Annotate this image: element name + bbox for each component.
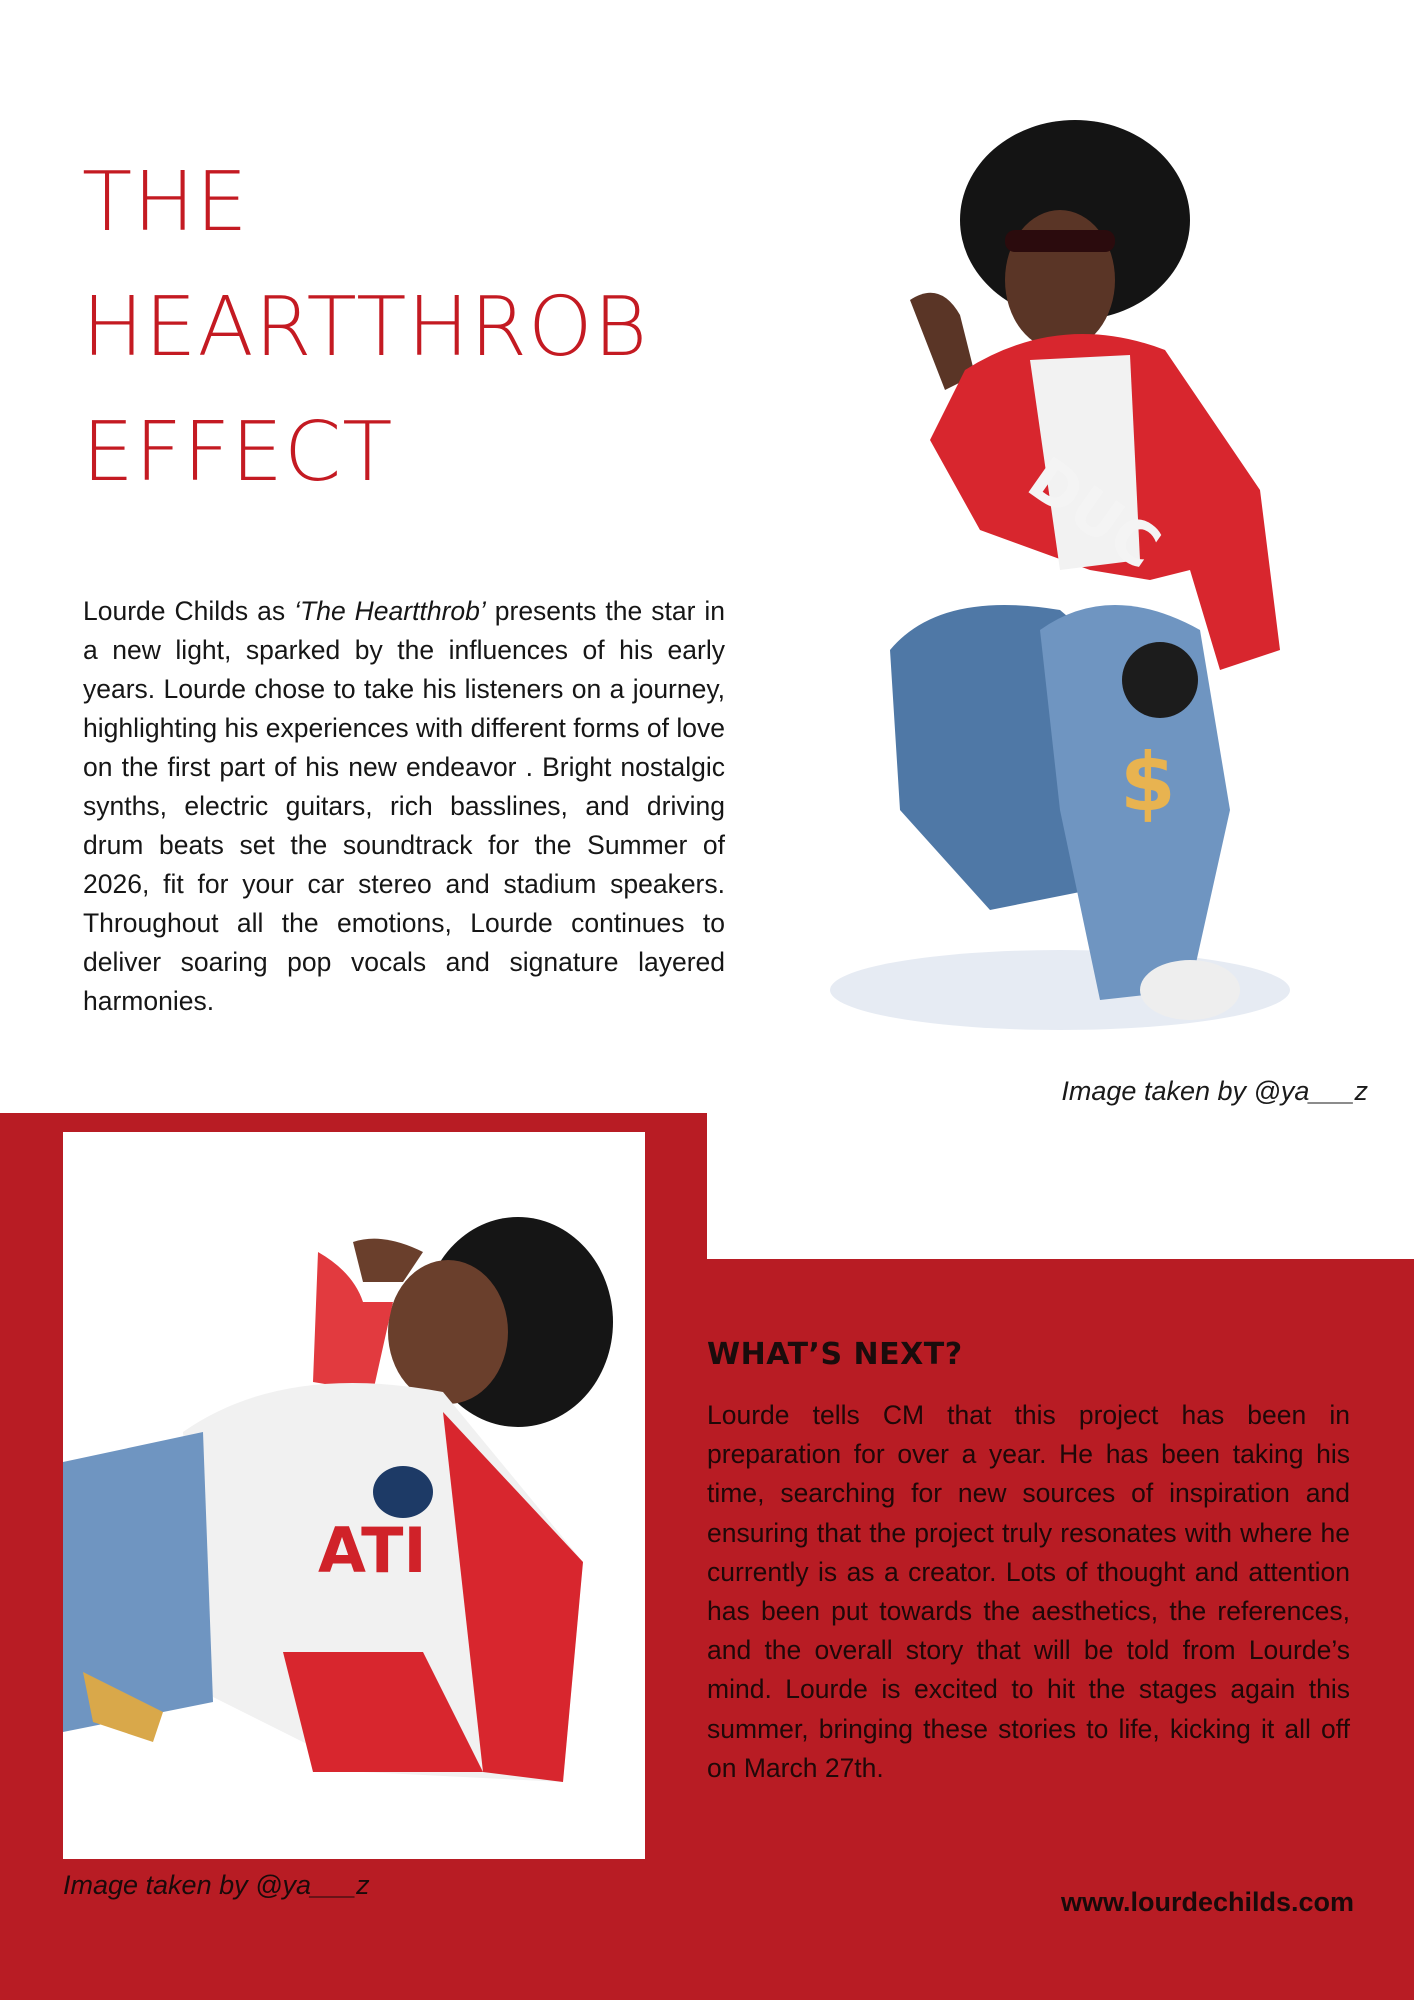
website-link[interactable]: www.lourdechilds.com	[1060, 1887, 1354, 1917]
intro-lead: Lourde Childs as	[83, 596, 295, 626]
whats-next-heading: WHAT’S NEXT?	[707, 1337, 963, 1372]
intro-body: presents the star in a new light, sparked by the influences of his early years. Lourde chose to take his listeners on a journey, highlighting his experiences with different forms of love on the first part of his new endeavor . Bright nostalgic synths, electric guitars, rich basslines, and driving drum beats set the soundtrack for the Summer of 2026, fit for your car stereo and stadium speakers. Throughout all the emotions, Lourde continues to deliver soaring pop vocals and signature layered harmonies.	[83, 596, 726, 1016]
title-line-3: EFFECT	[82, 405, 394, 500]
artist-figure-crouching	[760, 110, 1320, 1050]
artist-photo-reclining	[63, 1132, 645, 1859]
title-line-2: HEARTTHROB	[82, 280, 649, 375]
svg-text:$: $	[1120, 736, 1176, 829]
page-title	[82, 140, 762, 515]
album-title: ‘The Heartthrob’	[294, 596, 486, 626]
svg-text:DUC: DUC	[1015, 444, 1173, 584]
whats-next-paragraph: Lourde tells CM that this project has been in preparation for over a year. He has been taking his time, searching for new sources of inspiration and ensuring that the project truly resonates with where he currently is as a creator. Lots of thought and attention has been put towards the aesthetics, the references, and the overall story that will be told from Lourde’s mind. Lourde is excited to hit the stages again this summer, bringing these stories to life, kicking it all off on March 27th.	[707, 1400, 1350, 1783]
photo-credit-bottom: Image taken by @ya___z	[63, 1870, 370, 1900]
svg-text:ATI: ATI	[318, 1514, 427, 1587]
title-line-1: THE	[82, 155, 249, 250]
intro-paragraph	[83, 592, 725, 1021]
artist-figure-reclining	[63, 1132, 645, 1859]
artist-photo-crouching	[760, 110, 1320, 1050]
photo-credit-top: Image taken by @ya___z	[1061, 1076, 1368, 1106]
